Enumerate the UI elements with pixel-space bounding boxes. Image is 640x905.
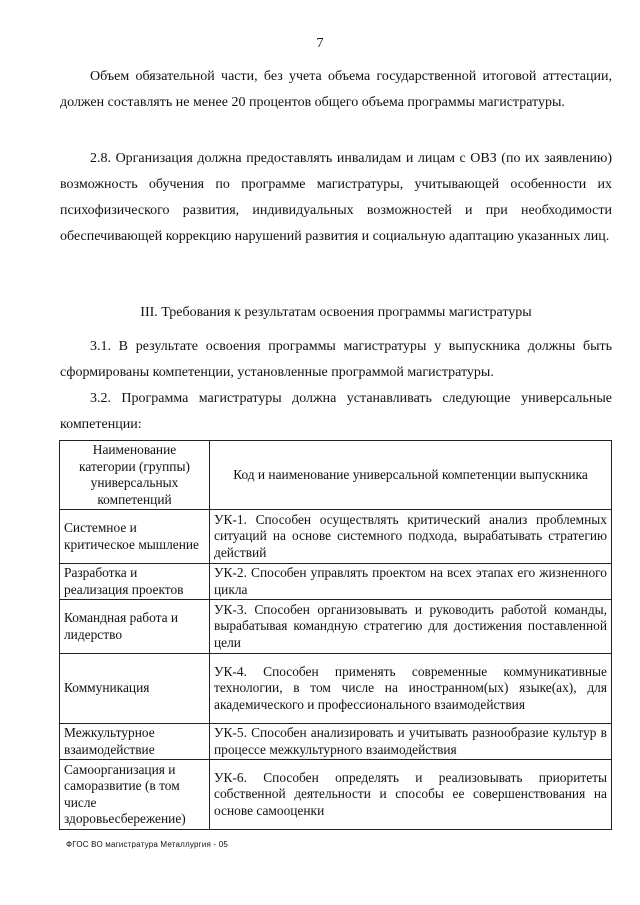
- paragraph-mandatory-part: Объем обязательной части, без учета объема государственной итоговой аттестации, должен составлять не менее 20 процентов общего объема программы магистратуры.: [60, 69, 612, 110]
- header-competence: Код и наименование универсальной компетенции выпускника: [210, 441, 612, 510]
- table-row: [60, 724, 612, 760]
- competence-cell: УК-3. Способен организовывать и руководить работой команды, вырабатывая командную стратегию для достижения поставленной цели: [210, 600, 612, 654]
- table-row: [60, 600, 612, 654]
- competence-cell: УК-6. Способен определять и реализовывать приоритеты собственной деятельности и способы ее совершенствования на основе самооценки: [210, 760, 612, 830]
- table-row: [60, 510, 612, 564]
- category-cell: Командная работа и лидерство: [60, 600, 210, 654]
- table-row: [60, 654, 612, 724]
- page-number: 7: [316, 36, 324, 51]
- table-header-row: [60, 441, 612, 510]
- category-cell: Межкультурное взаимодействие: [60, 724, 210, 760]
- header-category: Наименование категории (группы) универсальных компетенций: [60, 441, 210, 510]
- paragraph-2-8: 2.8. Организация должна предоставлять инвалидам и лицам с ОВЗ (по их заявлению) возможность обучения по программе магистратуры, учитывающей особенности их психофизического развития, индивидуальных возможностей и при необходимости обеспечивающей коррекцию нарушений развития и социальную адаптацию указанных лиц.: [60, 151, 612, 244]
- competence-cell: УК-4. Способен применять современные коммуникативные технологии, в том числе на иностранном(ых) языке(ах), для академического и профессионального взаимодействия: [210, 654, 612, 724]
- competence-cell: УК-2. Способен управлять проектом на всех этапах его жизненного цикла: [210, 564, 612, 600]
- category-cell: Разработка и реализация проектов: [60, 564, 210, 600]
- competence-cell: УК-1. Способен осуществлять критический анализ проблемных ситуаций на основе системного подхода, вырабатывать стратегию действий: [210, 510, 612, 564]
- category-cell: Коммуникация: [60, 654, 210, 724]
- table-row: [60, 564, 612, 600]
- competence-cell: УК-5. Способен анализировать и учитывать разнообразие культур в процессе межкультурного взаимодействия: [210, 724, 612, 760]
- category-cell: Самоорганизация и саморазвитие (в том числе здоровьесбережение): [60, 760, 210, 830]
- section-heading: III. Требования к результатам освоения программы магистратуры: [140, 305, 532, 320]
- competencies-table: [59, 440, 612, 830]
- category-cell: Системное и критическое мышление: [60, 510, 210, 564]
- paragraph-3-1: 3.1. В результате освоения программы магистратуры у выпускника должны быть сформированы компетенции, установленные программой магистратуры.: [60, 339, 612, 380]
- paragraph-3-2: 3.2. Программа магистратуры должна устанавливать следующие универсальные компетенции:: [60, 391, 612, 432]
- footer: ФГОС ВО магистратура Металлургия - 05: [66, 840, 228, 849]
- table-row: [60, 760, 612, 830]
